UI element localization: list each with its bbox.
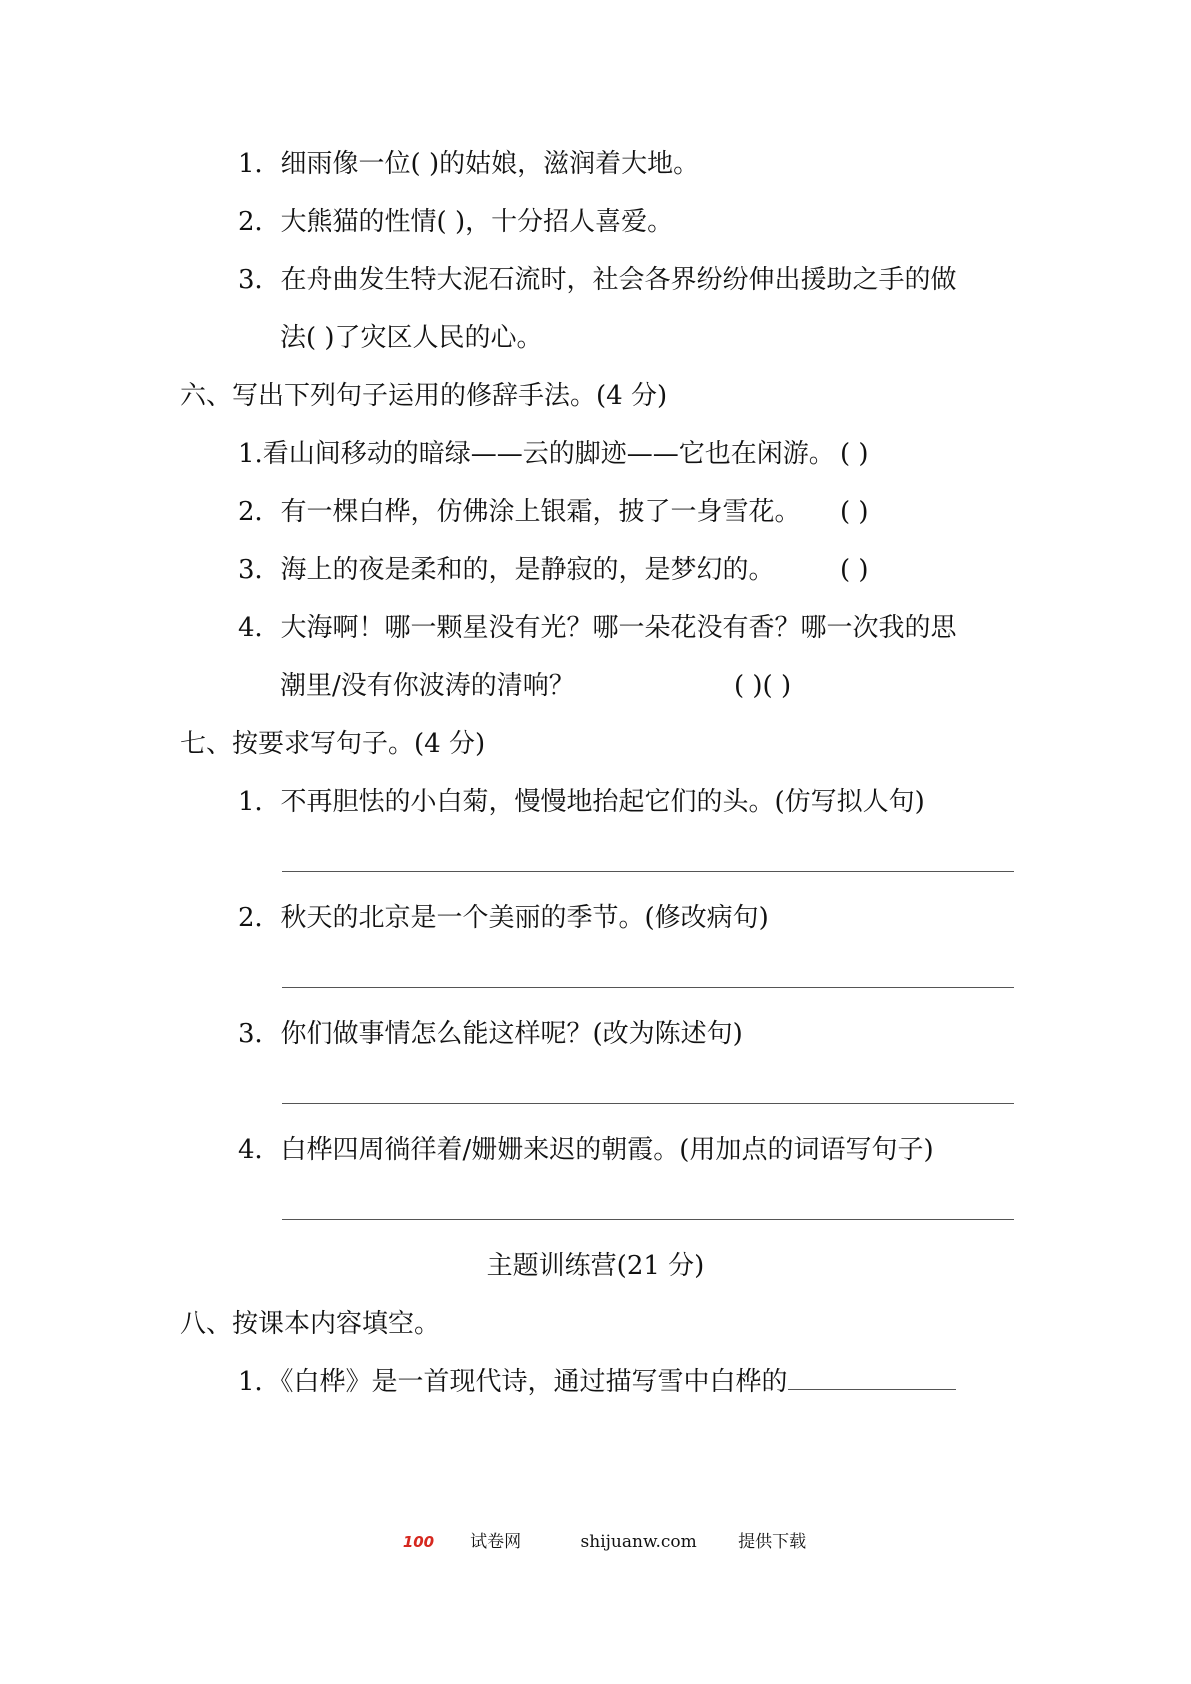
question-6-1: 1.看山间移动的暗绿——云的脚迹——它也在闲游。 (238, 439, 835, 469)
question-8-1 (238, 1364, 956, 1400)
footer-site: shijuanw.com (580, 1532, 697, 1552)
answer-line-7-4[interactable] (282, 1219, 1014, 1220)
logo-number: 100 (402, 1533, 435, 1551)
section-7-heading: 七、按要求写句子。(4 分) (180, 729, 486, 759)
question-5-3: 3．在舟曲发生特大泥石流时，社会各界纷纷伸出援助之手的做 (238, 265, 957, 295)
question-7-1: 1．不再胆怯的小白菊，慢慢地抬起它们的头。(仿写拟人句) (238, 787, 925, 817)
section-6-heading: 六、写出下列句子运用的修辞手法。(4 分) (180, 381, 668, 411)
question-6-2: 2．有一棵白桦，仿佛涂上银霜，披了一身雪花。 (238, 497, 801, 527)
footer-note: 提供下载 (738, 1532, 807, 1552)
question-5-2: 2．大熊猫的性情( )，十分招人喜爱。 (238, 207, 674, 237)
answer-line-7-3[interactable] (282, 1103, 1014, 1104)
answer-line-7-2[interactable] (282, 987, 1014, 988)
answer-line-7-1[interactable] (282, 871, 1014, 872)
footer (0, 1530, 1191, 1554)
question-7-4: 4．白桦四周徜徉着/姗姗来迟的朝霞。(用加点的词语写句子) (238, 1135, 934, 1165)
question-6-3: 3．海上的夜是柔和的，是静寂的，是梦幻的。 (238, 555, 775, 585)
question-7-2: 2．秋天的北京是一个美丽的季节。(修改病句) (238, 903, 769, 933)
question-7-3: 3．你们做事情怎么能这样呢？(改为陈述句) (238, 1019, 743, 1049)
logo-text: 试卷网 (470, 1532, 522, 1552)
footer-logo (385, 1530, 539, 1554)
question-5-3-continued: 法( )了灾区人民的心。 (280, 323, 543, 353)
question-5-1: 1．细雨像一位( )的姑娘，滋润着大地。 (238, 149, 700, 179)
answer-paren-6-3[interactable]: ( ) (840, 555, 869, 585)
answer-blank-8-1[interactable] (788, 1365, 956, 1390)
answer-paren-6-4[interactable]: ( )( ) (734, 671, 792, 701)
section-8-heading: 八、按课本内容填空。 (180, 1309, 441, 1339)
question-8-1-text: 1．《白桦》是一首现代诗，通过描写雪中白桦的 (238, 1367, 788, 1397)
question-6-4: 4．大海啊！哪一颗星没有光？哪一朵花没有香？哪一次我的思 (238, 613, 957, 643)
question-6-4-continued: 潮里/没有你波涛的清响？ (280, 671, 575, 701)
theme-title: 主题训练营(21 分) (486, 1251, 705, 1281)
answer-paren-6-1[interactable]: ( ) (840, 439, 869, 469)
answer-paren-6-2[interactable]: ( ) (840, 497, 869, 527)
